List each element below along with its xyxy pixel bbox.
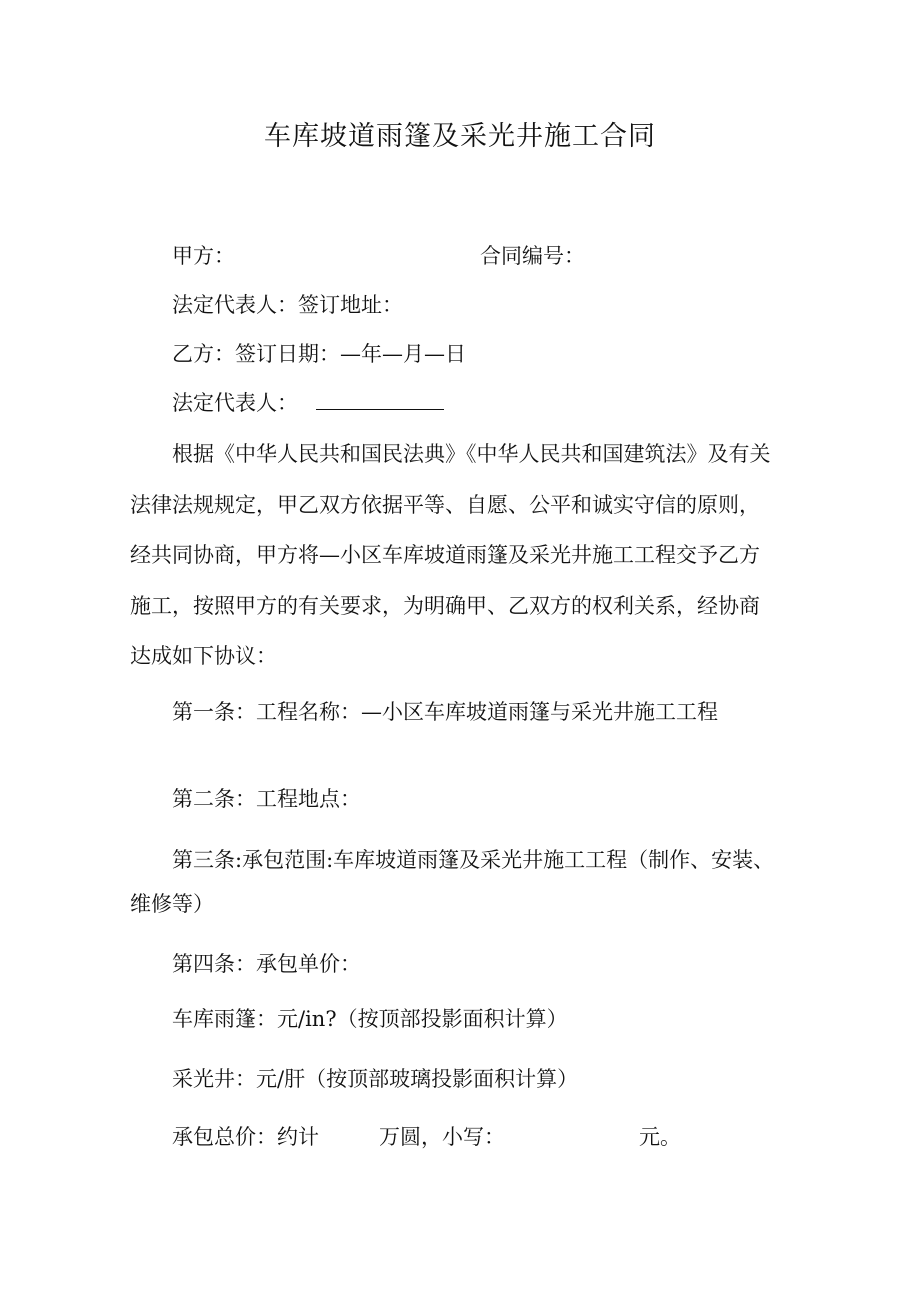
total-price-line [172, 1124, 681, 1150]
legal-rep-b-line [172, 390, 444, 416]
legal-rep-a-line: 法定代表人：签订地址： [172, 293, 403, 317]
party-a-label: 甲方： [172, 244, 235, 268]
price-skylight: 采光井：元/肝（按顶部玻璃投影面积计算） [172, 1067, 579, 1091]
article-3-line-2: 维修等） [130, 892, 214, 916]
total-price-prefix: 承包总价：约计 [172, 1125, 319, 1149]
contract-title: 车库坡道雨篷及采光井施工合同 [264, 121, 656, 152]
preamble-line: 达成如下协议： [130, 644, 277, 668]
preamble-line: 根据《中华人民共和国民法典》《中华人民共和国建筑法》及有关 [172, 442, 771, 466]
total-price-mid: 万圆，小写： [379, 1125, 505, 1149]
article-4: 第四条：承包单价： [172, 952, 361, 976]
contract-number-label: 合同编号： [480, 244, 585, 268]
signature-blank [316, 393, 444, 410]
article-1: 第一条：工程名称：—小区车库坡道雨篷与采光井施工工程 [172, 700, 718, 724]
article-3-line-1: 第三条:承包范围:车库坡道雨篷及采光井施工工程（制作、安装、 [172, 848, 775, 872]
preamble-line: 施工，按照甲方的有关要求，为明确甲、乙双方的权利关系，经协商 [130, 594, 760, 618]
party-b-line: 乙方：签订日期：—年—月—日 [172, 342, 466, 366]
legal-rep-b-label: 法定代表人： [172, 391, 298, 415]
preamble-line: 经共同协商，甲方将—小区车库坡道雨篷及采光井施工工程交予乙方 [130, 543, 760, 567]
price-canopy: 车库雨篷：元/in?（按顶部投影面积计算） [172, 1007, 568, 1031]
preamble-line: 法律法规规定，甲乙双方依据平等、自愿、公平和诚实守信的原则， [130, 493, 760, 517]
total-price-suffix: 元。 [639, 1125, 681, 1149]
article-2: 第二条：工程地点： [172, 787, 361, 811]
